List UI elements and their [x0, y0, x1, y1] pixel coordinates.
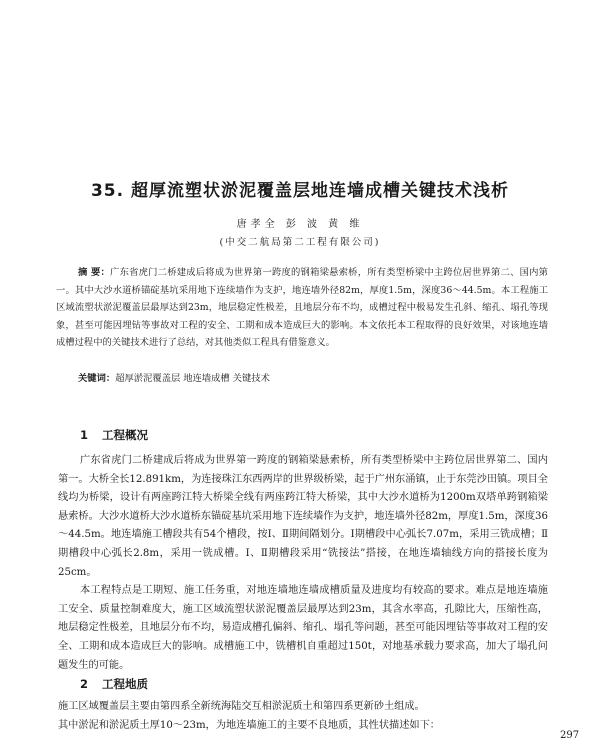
section-2-number: 2 — [80, 677, 89, 691]
section-2-paragraph: 其中淤泥和淤泥质土厚10～23m，为地连墙施工的主要不良地质，其性状描述如下： — [58, 719, 440, 731]
section-2-body — [58, 698, 548, 735]
section-2-heading — [80, 676, 148, 692]
section-1-paragraph: 本工程特点是工期短、施工任务重，对地连墙地连墙成槽质量及进度均有较高的要求。难点是地连墙施工安全、质量控制难度大，施工区域流塑状淤泥覆盖层最厚达到23m，其含水率高，孔隙比大，压缩性高，地层稳定性极差，且地层分布不均，易造成槽孔偏斜、缩孔、塌孔等问题，甚至可能因埋钻等事故对工程的安全、工期和成本造成巨大的影响。成槽施工中，铣槽机自重超过150t，对地基承载力要求高，加大了塌孔问题发生的可能。 — [58, 585, 548, 671]
section-1-paragraph: 广东省虎门二桥建成后将成为世界第一跨度的钢箱梁悬索桥，所有类型桥梁中主跨位居世界第二、国内第一。大桥全长12.891km，为连接珠江东西两岸的世界级桥梁，起于广州东涌镇，止于东莞沙田镇。项目全线均为桥梁，设计有两座跨江特大桥梁全线有两座跨江特大桥梁，其中大沙水道桥为1200m双塔单跨钢箱梁悬索桥。大沙水道桥大沙水道桥东锚碇基坑采用地下连续墙作为支护，地连墙外径82m，厚度1.5m，深度36～44.5m。地连墙施工槽段共有54个槽段，按Ⅰ、Ⅱ期间隔划分。Ⅰ期槽段中心弧长7.07m，采用三铣成槽；Ⅱ期槽段中心弧长2.8m，采用一铣成槽。Ⅰ、Ⅱ期槽段采用“铣接法”搭接，在地连墙轴线方向的搭接长度为25cm。 — [58, 455, 548, 578]
keywords — [78, 370, 548, 384]
abstract-text: 广东省虎门二桥建成后将成为世界第一跨度的钢箱梁悬索桥，所有类型桥梁中主跨位居世界第二、国内第一。其中大沙水道桥锚碇基坑采用地下连续墙作为支护，地连墙外径82m，厚度1.5m，深度36～44.5m。本工程施工区域流塑状淤泥覆盖层最厚达到23m，地层稳定性极差，且地层分布不均，成槽过程中极易发生孔斜、缩孔、塌孔等现象，甚至可能因埋钻等事故对工程的安全、工期和成本造成巨大的影响。本文依托本工程取得的良好效果，对该地连墙成槽过程中的关键技术进行了总结，对其他类似工程具有借鉴意义。 — [56, 267, 548, 349]
section-1-heading — [80, 427, 148, 443]
page-number: 297 — [560, 730, 580, 741]
affiliation: (中交二航局第二工程有限公司) — [219, 237, 381, 248]
keywords-text: 超厚淤泥覆盖层 地连墙成槽 关键技术 — [115, 373, 270, 384]
section-1-title: 工程概况 — [102, 428, 149, 442]
authors: 唐孝全 彭 波 黄 维 — [236, 219, 364, 230]
section-2-title: 工程地质 — [102, 677, 149, 691]
keywords-label: 关键词： — [78, 373, 116, 384]
section-1-number: 1 — [80, 428, 89, 442]
section-1-body — [58, 452, 548, 675]
paper-title: 35. 超厚流塑状淤泥覆盖层地连墙成槽关键技术浅析 — [90, 181, 510, 201]
abstract — [56, 264, 548, 352]
section-2-paragraph: 施工区域覆盖层主要由第四系全新统海陆交互相淤泥质土和第四系更新砂土组成。 — [58, 701, 425, 712]
abstract-label: 摘 要： — [78, 267, 111, 278]
